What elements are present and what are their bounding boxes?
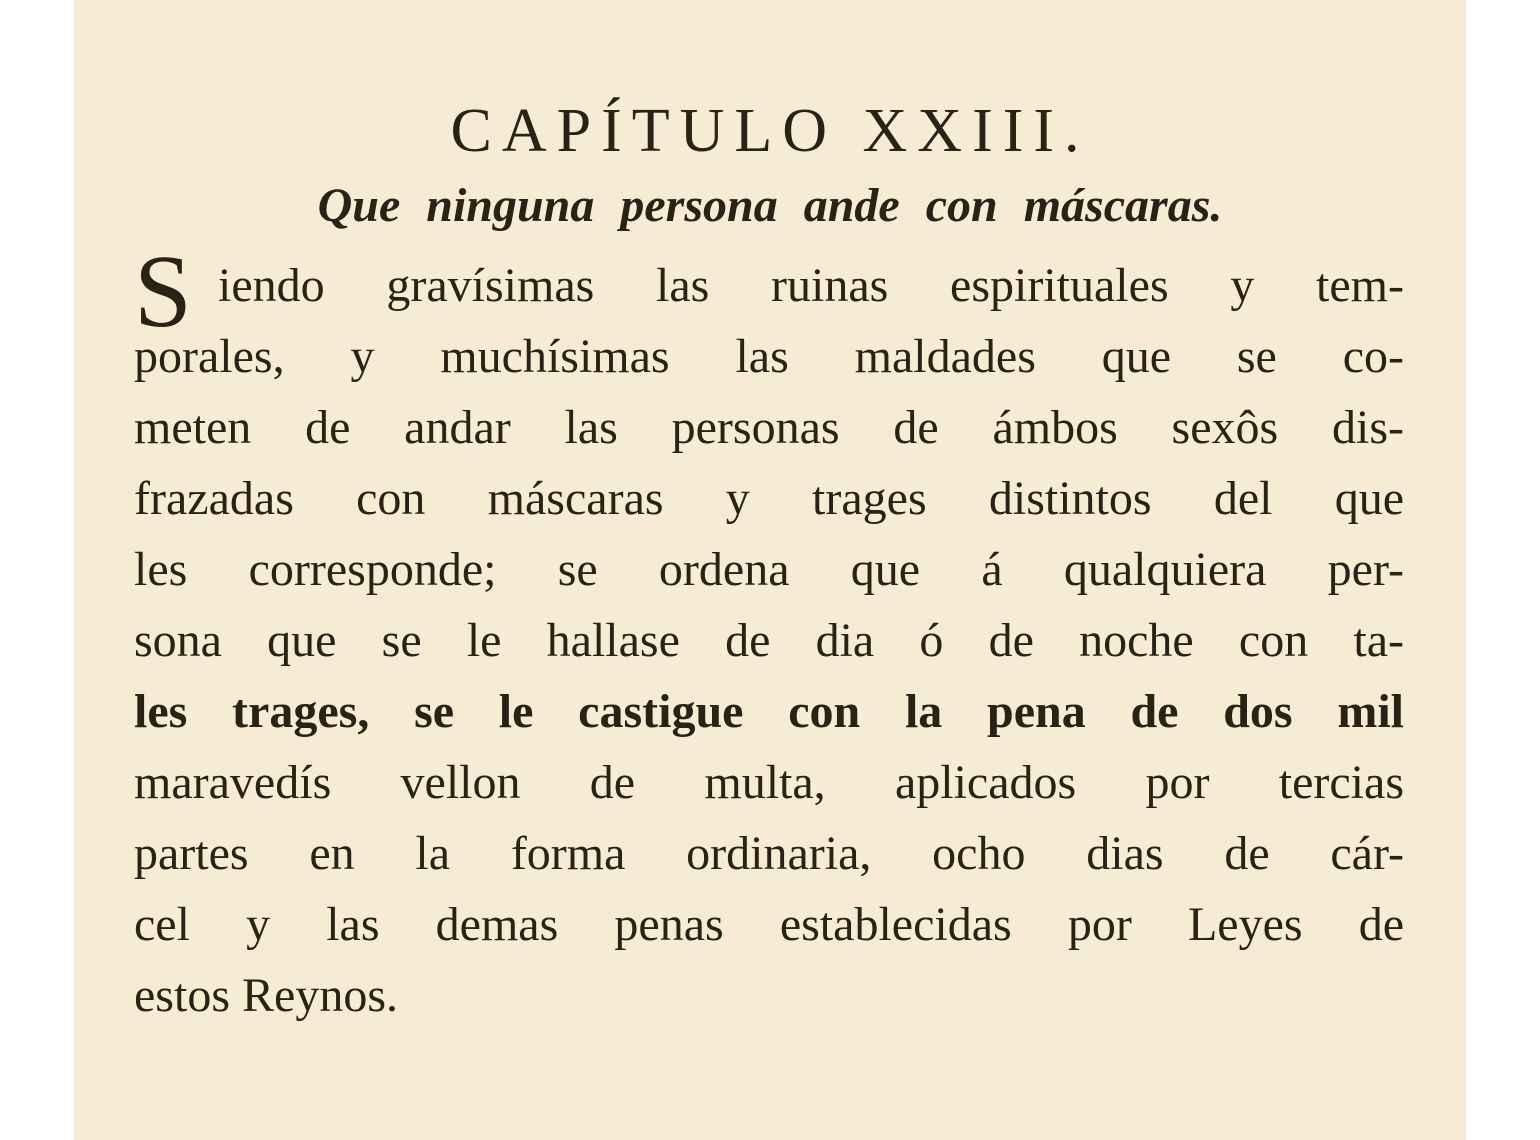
body-line: les corresponde; se ordena que á qualquiera per-: [134, 543, 1404, 596]
body-line: cel y las demas penas establecidas por Leyes de: [134, 898, 1404, 951]
body-line: partes en la forma ordinaria, ocho dias de cár-: [134, 827, 1404, 880]
body-line: les trages, se le castigue con la pena de dos mil: [134, 685, 1404, 738]
body-line: frazadas con máscaras y trages distintos del que: [134, 472, 1404, 525]
body-line: estos Reynos.: [134, 969, 398, 1022]
body-line: porales, y muchísimas las maldades que se co-: [134, 330, 1404, 383]
body-line: sona que se le hallase de dia ó de noche con ta-: [134, 614, 1404, 667]
document-page: [74, 0, 1466, 1140]
chapter-title: CAPÍTULO XXIII.: [450, 97, 1090, 165]
drop-cap: S: [134, 234, 192, 349]
body-line: maravedís vellon de multa, aplicados por tercias: [134, 756, 1404, 809]
chapter-subtitle: Que ninguna persona ande con máscaras.: [317, 179, 1223, 232]
body-line: iendo gravísimas las ruinas espirituales y tem-: [218, 259, 1404, 312]
body-paragraph: [134, 234, 1404, 1031]
body-line: meten de andar las personas de ámbos sexôs dis-: [134, 401, 1404, 454]
